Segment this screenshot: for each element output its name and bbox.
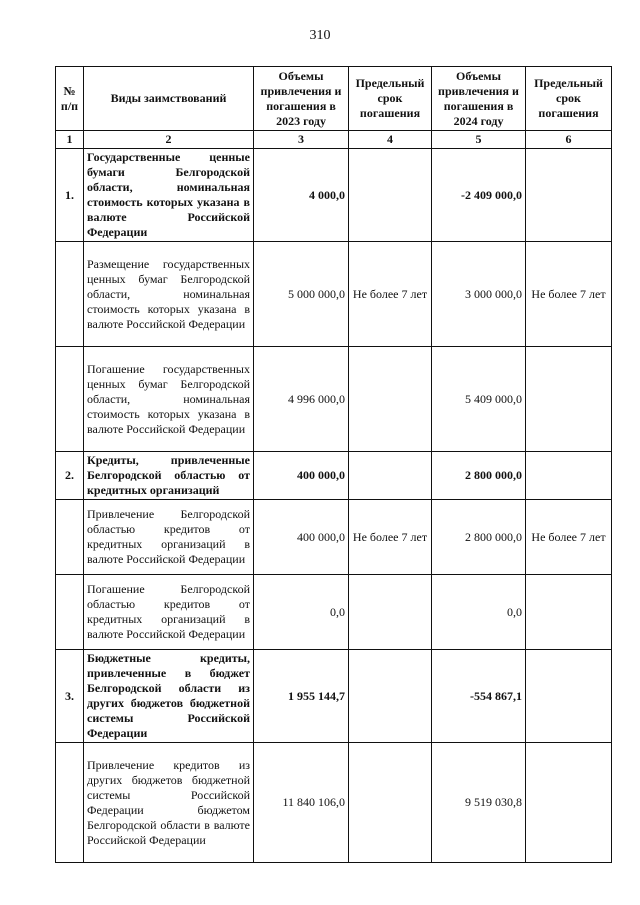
row-vol-2024: -2 409 000,0 <box>432 149 526 242</box>
row-type: Погашение государственных ценных бумаг Белгородской области, номинальная стоимость которых указана в валюте Российской Федерации <box>84 347 254 452</box>
row-num: 3. <box>56 650 84 743</box>
row-term-2024 <box>526 650 612 743</box>
row-term-2023 <box>349 149 432 242</box>
row-type: Привлечение Белгородской областью кредитов от кредитных организаций в валюте Российской Федерации <box>84 500 254 575</box>
row-vol-2024: 0,0 <box>432 575 526 650</box>
row-vol-2023: 5 000 000,0 <box>254 242 349 347</box>
row-term-2024: Не более 7 лет <box>526 500 612 575</box>
row-term-2023 <box>349 743 432 863</box>
row-num <box>56 347 84 452</box>
row-vol-2024: 5 409 000,0 <box>432 347 526 452</box>
row-num <box>56 242 84 347</box>
column-number: 5 <box>432 131 526 149</box>
row-num <box>56 575 84 650</box>
column-number: 2 <box>84 131 254 149</box>
row-type: Кредиты, привлеченные Белгородской областью от кредитных организаций <box>84 452 254 500</box>
column-number: 4 <box>349 131 432 149</box>
row-term-2023 <box>349 347 432 452</box>
row-vol-2023: 4 000,0 <box>254 149 349 242</box>
row-vol-2023: 4 996 000,0 <box>254 347 349 452</box>
table-row <box>56 743 612 863</box>
row-term-2024 <box>526 452 612 500</box>
header-term-2024: Предельный срок погашения <box>526 67 612 131</box>
table-row <box>56 452 612 500</box>
table-row <box>56 500 612 575</box>
borrowings-table <box>55 66 612 863</box>
table-row <box>56 149 612 242</box>
row-term-2023 <box>349 575 432 650</box>
row-type: Размещение государственных ценных бумаг Белгородской области, номинальная стоимость которых указана в валюте Российской Федерации <box>84 242 254 347</box>
row-vol-2024: 3 000 000,0 <box>432 242 526 347</box>
header-vol-2024: Объемы привлечения и погашения в 2024 году <box>432 67 526 131</box>
header-num: № п/п <box>56 67 84 131</box>
row-term-2023 <box>349 650 432 743</box>
column-number: 3 <box>254 131 349 149</box>
table-row <box>56 575 612 650</box>
row-term-2023 <box>349 452 432 500</box>
row-term-2024 <box>526 347 612 452</box>
row-vol-2023: 400 000,0 <box>254 500 349 575</box>
table-row <box>56 242 612 347</box>
row-vol-2023: 0,0 <box>254 575 349 650</box>
row-vol-2024: -554 867,1 <box>432 650 526 743</box>
header-vol-2023: Объемы привлечения и погашения в 2023 году <box>254 67 349 131</box>
row-vol-2024: 9 519 030,8 <box>432 743 526 863</box>
header-row <box>56 67 612 131</box>
row-term-2024: Не более 7 лет <box>526 242 612 347</box>
column-number-row <box>56 131 612 149</box>
row-type: Погашение Белгородской областью кредитов от кредитных организаций в валюте Российской Федерации <box>84 575 254 650</box>
row-vol-2023: 400 000,0 <box>254 452 349 500</box>
header-term-2023: Предельный срок погашения <box>349 67 432 131</box>
header-type: Виды заимствований <box>84 67 254 131</box>
row-term-2023: Не более 7 лет <box>349 500 432 575</box>
row-term-2023: Не более 7 лет <box>349 242 432 347</box>
row-term-2024 <box>526 149 612 242</box>
row-num <box>56 500 84 575</box>
row-type: Привлечение кредитов из других бюджетов бюджетной системы Российской Федерации бюджетом Белгородской области в валюте Российской Федерации <box>84 743 254 863</box>
page-number: 310 <box>309 28 331 43</box>
table-row <box>56 347 612 452</box>
column-number: 6 <box>526 131 612 149</box>
row-type: Бюджетные кредиты, привлеченные в бюджет Белгородской области из других бюджетов бюджетной системы Российской Федерации <box>84 650 254 743</box>
row-num: 2. <box>56 452 84 500</box>
row-type: Государственные ценные бумаги Белгородской области, номинальная стоимость которых указана в валюте Российской Федерации <box>84 149 254 242</box>
row-term-2024 <box>526 575 612 650</box>
row-term-2024 <box>526 743 612 863</box>
row-vol-2023: 1 955 144,7 <box>254 650 349 743</box>
row-vol-2024: 2 800 000,0 <box>432 452 526 500</box>
row-num: 1. <box>56 149 84 242</box>
table-row <box>56 650 612 743</box>
row-vol-2024: 2 800 000,0 <box>432 500 526 575</box>
row-num <box>56 743 84 863</box>
row-vol-2023: 11 840 106,0 <box>254 743 349 863</box>
column-number: 1 <box>56 131 84 149</box>
